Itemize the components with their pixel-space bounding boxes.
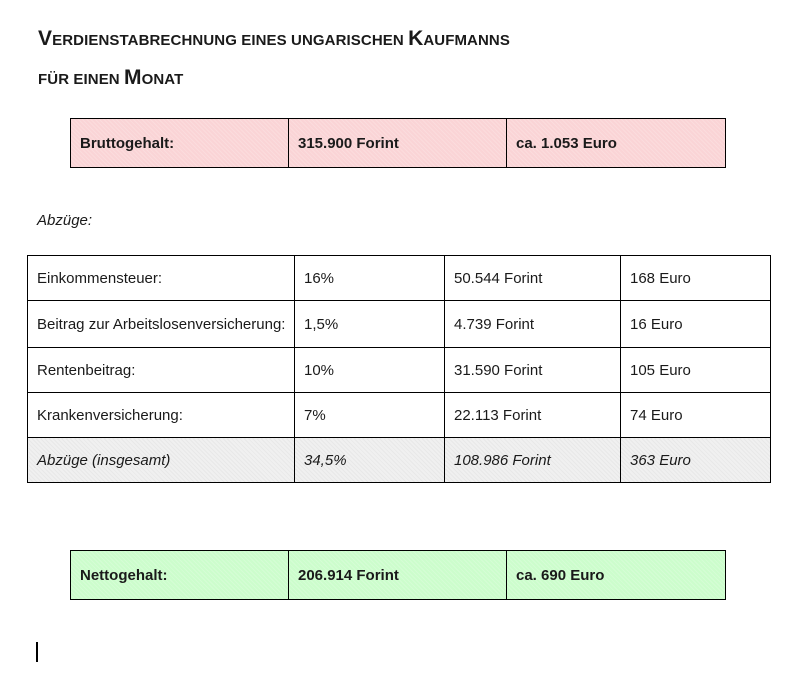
- deduction-percent: 7%: [295, 393, 445, 438]
- deductions-total-row: [28, 438, 771, 483]
- table-row: [28, 256, 771, 301]
- deductions-table: [27, 255, 771, 483]
- document-title: [38, 18, 510, 96]
- deduction-euro: 105 Euro: [621, 348, 771, 393]
- deduction-percent: 1,5%: [295, 301, 445, 348]
- deduction-forint: 31.590 Forint: [445, 348, 621, 393]
- net-salary-label: Nettogehalt:: [71, 551, 289, 600]
- deduction-percent: 16%: [295, 256, 445, 301]
- title-cap: M: [124, 66, 142, 89]
- deduction-label: Einkommensteuer:: [28, 256, 295, 301]
- title-cap: K: [408, 27, 424, 50]
- gross-salary-label: Bruttogehalt:: [71, 119, 289, 168]
- deduction-euro: 16 Euro: [621, 301, 771, 348]
- title-cap: V: [38, 27, 53, 50]
- title-line-2: [38, 57, 510, 96]
- deduction-euro: 74 Euro: [621, 393, 771, 438]
- title-line-1: [38, 18, 510, 57]
- gross-salary-row: [71, 119, 726, 168]
- gross-salary-forint: 315.900 Forint: [289, 119, 507, 168]
- total-percent: 34,5%: [295, 438, 445, 483]
- title-smallcaps: ERDIENSTABRECHNUNG EINES UNGARISCHEN: [52, 32, 409, 49]
- table-row: [28, 348, 771, 393]
- deduction-label: Rentenbeitrag:: [28, 348, 295, 393]
- table-row: [28, 393, 771, 438]
- deduction-forint: 22.113 Forint: [445, 393, 621, 438]
- deduction-forint: 50.544 Forint: [445, 256, 621, 301]
- gross-salary-euro: ca. 1.053 Euro: [507, 119, 726, 168]
- net-salary-row: [71, 551, 726, 600]
- table-row: [28, 301, 771, 348]
- title-smallcaps: ONAT: [141, 71, 184, 88]
- deduction-euro: 168 Euro: [621, 256, 771, 301]
- deduction-forint: 4.739 Forint: [445, 301, 621, 348]
- net-salary-forint: 206.914 Forint: [289, 551, 507, 600]
- total-euro: 363 Euro: [621, 438, 771, 483]
- net-salary-euro: ca. 690 Euro: [507, 551, 726, 600]
- title-smallcaps: FÜR EINEN: [38, 71, 125, 88]
- gross-salary-table: [70, 118, 726, 168]
- deductions-heading: Abzüge:: [37, 212, 93, 229]
- title-smallcaps: AUFMANNS: [423, 32, 510, 49]
- deduction-label: Beitrag zur Arbeitslosenversicherung:: [28, 301, 295, 348]
- total-forint: 108.986 Forint: [445, 438, 621, 483]
- text-cursor[interactable]: [36, 642, 38, 662]
- net-salary-table: [70, 550, 726, 600]
- deduction-percent: 10%: [295, 348, 445, 393]
- total-label: Abzüge (insgesamt): [28, 438, 295, 483]
- deduction-label: Krankenversicherung:: [28, 393, 295, 438]
